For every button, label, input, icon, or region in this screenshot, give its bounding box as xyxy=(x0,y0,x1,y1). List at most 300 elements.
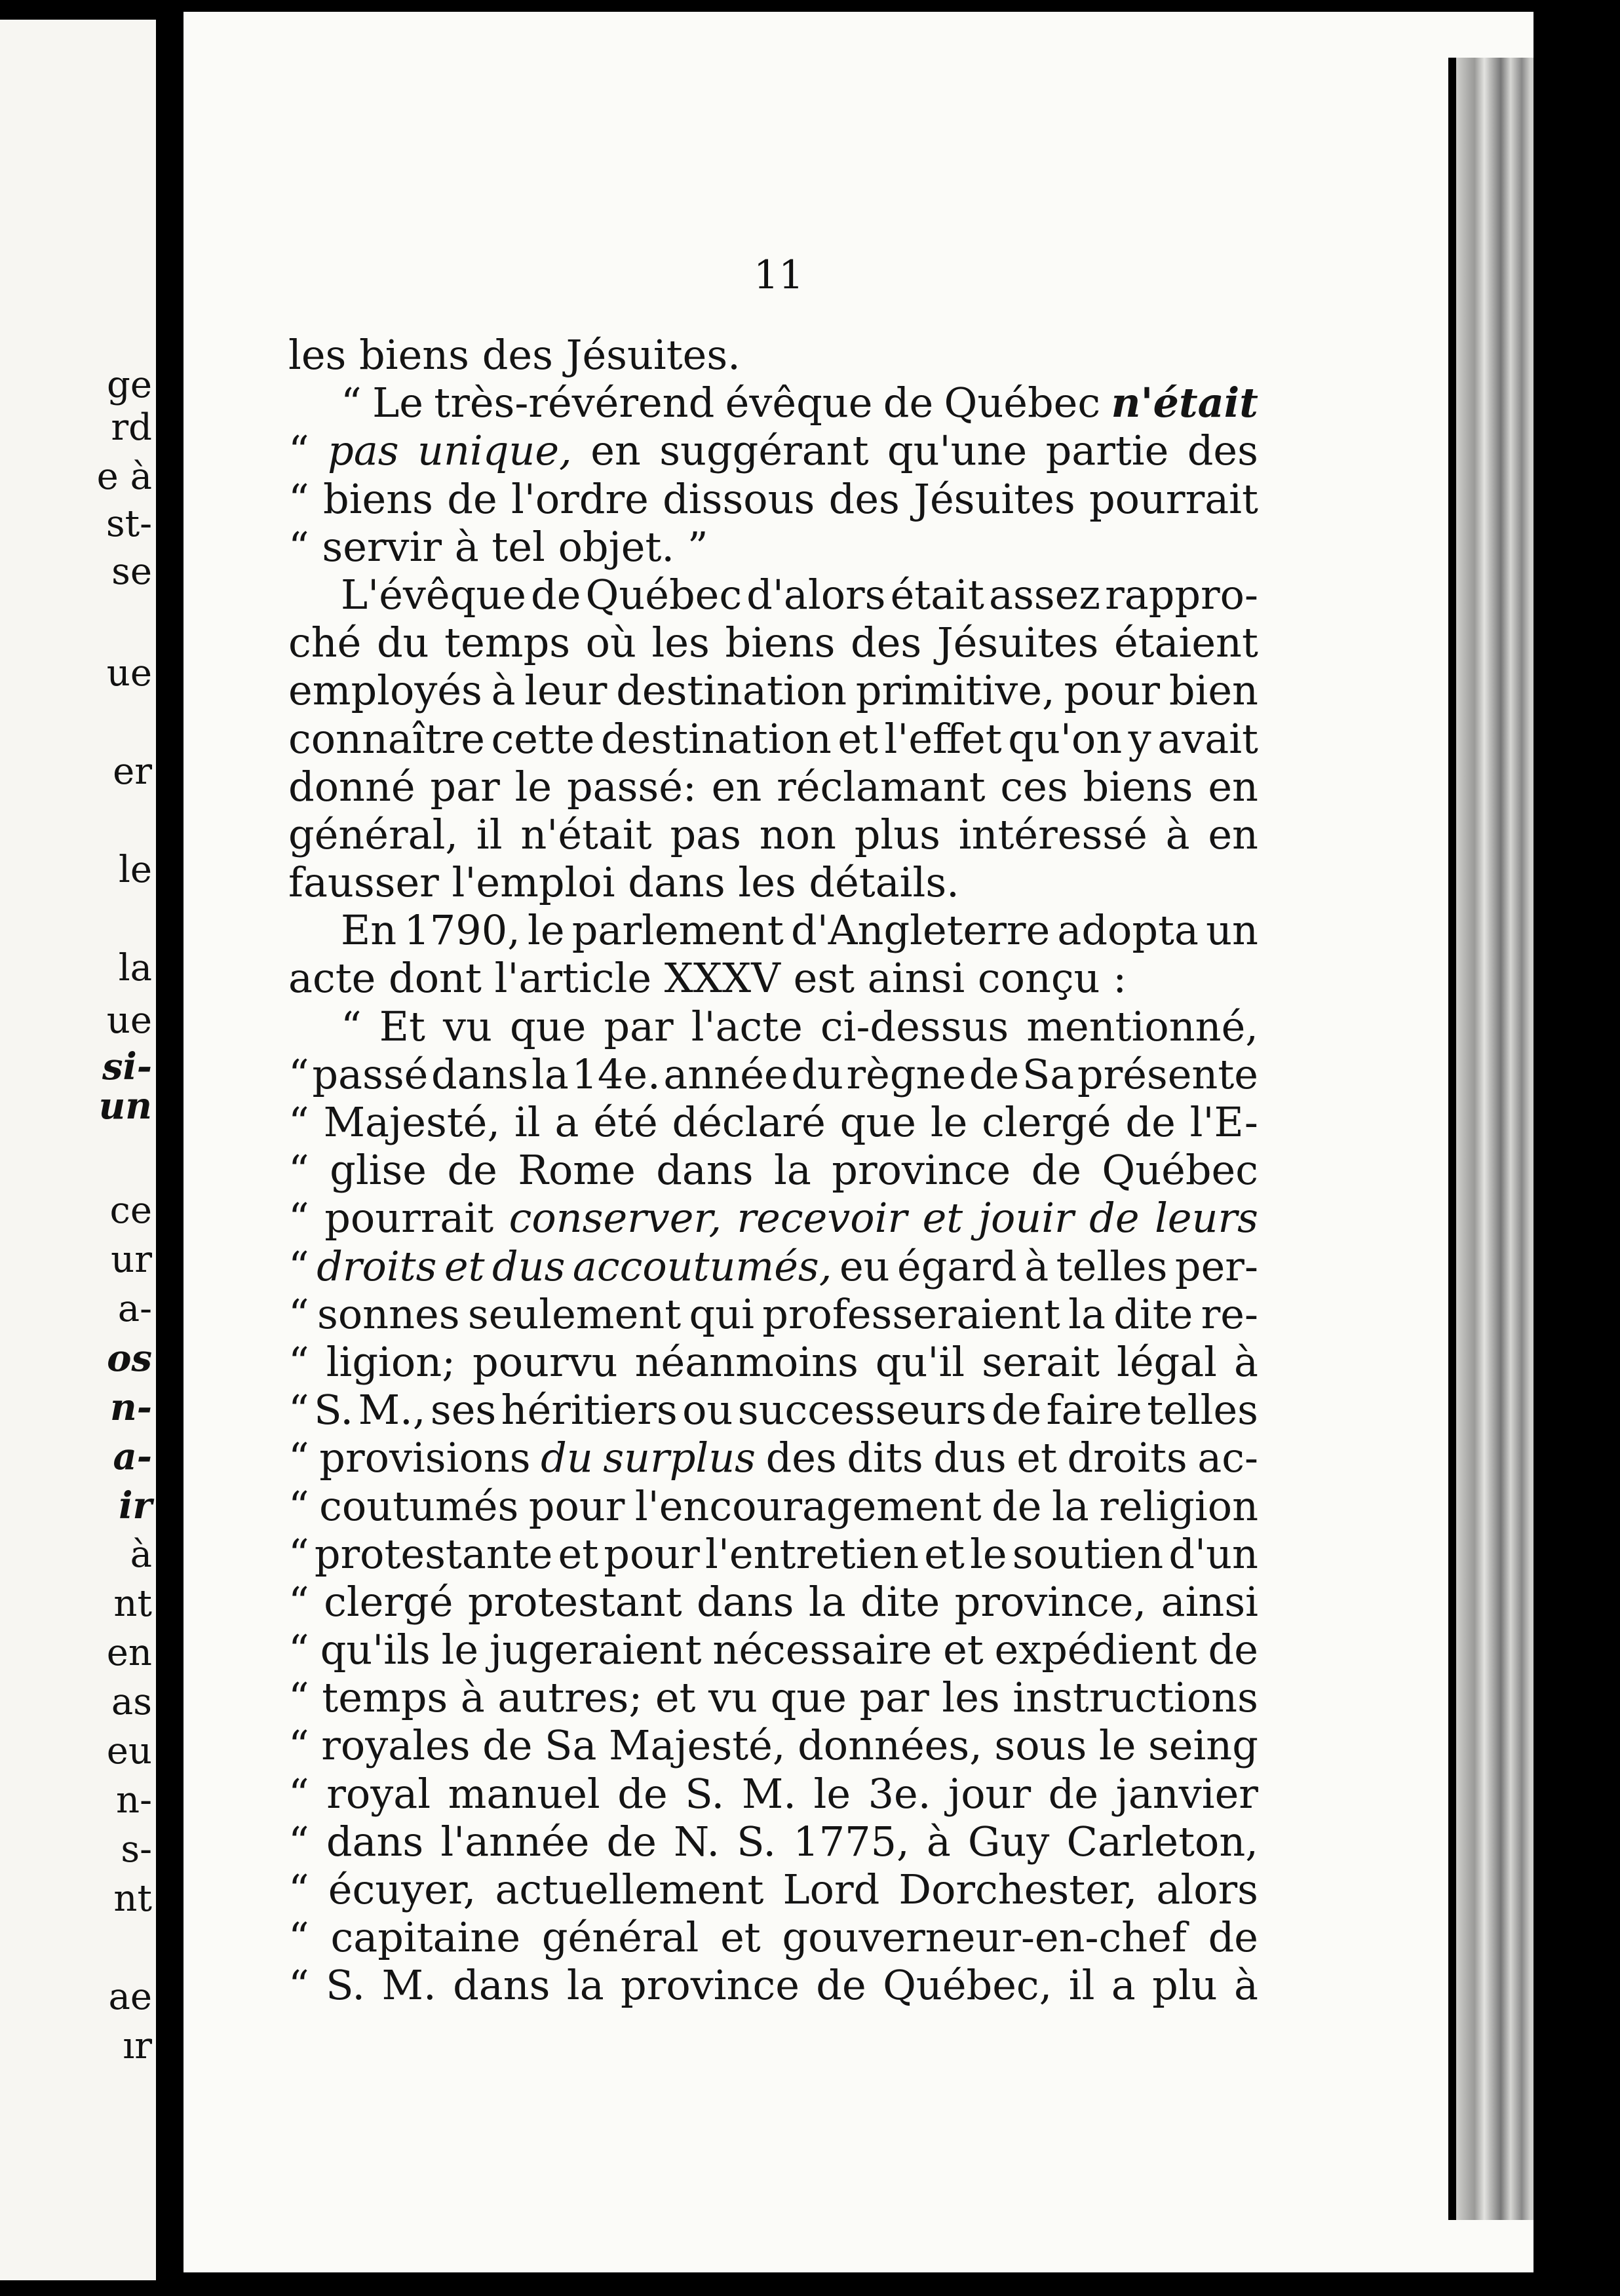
text-word: M., xyxy=(358,1386,426,1434)
facing-page-word: à xyxy=(130,1533,152,1576)
text-word: il xyxy=(476,810,503,858)
text-word: alors xyxy=(1156,1866,1258,1913)
text-word: “ xyxy=(288,1050,309,1098)
text-word: que xyxy=(510,1002,587,1050)
text-word: un xyxy=(1206,906,1258,955)
text-word: y xyxy=(1128,714,1151,763)
text-word: l'effet xyxy=(884,714,1002,763)
text-word: par xyxy=(430,762,500,811)
text-word: Dorchester, xyxy=(898,1866,1138,1913)
text-word: “ xyxy=(288,1769,309,1818)
text-word: écuyer, xyxy=(328,1866,476,1913)
text-word: des xyxy=(851,619,922,667)
text-word: de xyxy=(991,1386,1042,1434)
text-word: et xyxy=(558,1529,599,1578)
text-word: recevoir xyxy=(737,1194,908,1242)
text-word: l'acte xyxy=(691,1002,803,1050)
text-word: le xyxy=(970,1529,1007,1578)
text-word: ; xyxy=(628,1674,643,1722)
text-word: , xyxy=(819,1242,832,1290)
text-word: qu'une xyxy=(887,427,1028,475)
text-word: per- xyxy=(1174,1242,1258,1290)
text-word: de xyxy=(969,1050,1020,1098)
text-word: qu'il xyxy=(875,1337,965,1386)
text-run: acte dont l'article XXXV est ainsi conçu : xyxy=(288,954,1127,1003)
text-word: faire xyxy=(1046,1386,1142,1434)
text-word: re- xyxy=(1201,1290,1258,1338)
text-word: du xyxy=(541,1434,593,1482)
text-word: destination xyxy=(616,666,847,715)
text-line xyxy=(288,1194,1258,1242)
text-word: droits xyxy=(1067,1434,1187,1482)
text-word: 1790, xyxy=(404,906,520,955)
text-word: légal xyxy=(1116,1337,1217,1386)
text-word: non xyxy=(759,810,836,858)
text-word: 3e. xyxy=(868,1769,931,1818)
facing-page-word: le xyxy=(118,849,152,891)
text-word: sonnes xyxy=(317,1290,460,1338)
text-word: “ xyxy=(288,1482,309,1530)
facing-page-word: un xyxy=(98,1084,152,1128)
text-word: dissous xyxy=(663,474,815,523)
text-word: et xyxy=(720,1913,761,1962)
text-word: pourrait xyxy=(324,1194,494,1242)
text-word: Et xyxy=(379,1002,425,1050)
text-word: “ xyxy=(288,1721,309,1770)
text-word: S. xyxy=(314,1386,354,1434)
text-word: données, xyxy=(798,1721,982,1770)
text-word: vu xyxy=(442,1002,492,1050)
text-line xyxy=(288,1338,1258,1386)
text-word: passé: xyxy=(566,762,697,811)
facing-page-word: en xyxy=(106,1632,152,1674)
text-word: la xyxy=(1068,1290,1106,1338)
text-word: de xyxy=(447,1146,497,1195)
text-word: plus xyxy=(854,810,940,858)
text-word: et xyxy=(838,714,878,763)
facing-page-word: ae xyxy=(108,1976,152,2018)
text-word: “ xyxy=(288,1817,309,1866)
text-word: vu xyxy=(708,1674,758,1722)
text-line xyxy=(288,1721,1258,1769)
text-word: la xyxy=(1051,1482,1089,1530)
text-word: Carleton, xyxy=(1066,1817,1258,1866)
text-word: Québec, xyxy=(883,1961,1052,2010)
text-line xyxy=(288,1146,1258,1194)
text-word: le xyxy=(441,1626,479,1674)
text-word: “ xyxy=(288,1290,309,1338)
text-word: professeraient xyxy=(762,1290,1060,1338)
facing-page-word: ir xyxy=(119,1484,152,1527)
facing-page-word: n- xyxy=(110,1386,152,1429)
text-word: dite xyxy=(860,1577,940,1626)
text-word: “ xyxy=(288,1866,309,1913)
text-word: religion xyxy=(1099,1482,1258,1530)
facing-page-word: ge xyxy=(107,364,152,406)
text-word: avait xyxy=(1157,714,1258,763)
text-word: temps xyxy=(444,619,571,667)
text-line xyxy=(288,1434,1258,1482)
text-word: été xyxy=(593,1098,658,1146)
text-word: 14e. xyxy=(571,1050,661,1098)
text-word: cette xyxy=(491,714,595,763)
text-word: à xyxy=(460,1674,485,1722)
text-word: leur xyxy=(524,666,608,715)
text-word: en xyxy=(711,762,762,811)
text-word: ac- xyxy=(1197,1434,1258,1482)
text-word: “ xyxy=(288,1577,309,1626)
text-word: leurs xyxy=(1155,1194,1258,1242)
text-word: S. xyxy=(685,1769,725,1818)
text-word: temps xyxy=(322,1674,448,1722)
text-run: les biens des Jésuites. xyxy=(288,331,741,379)
text-word: de xyxy=(992,1482,1042,1530)
text-word: et xyxy=(922,1194,963,1242)
text-word: Jésuites xyxy=(914,474,1075,523)
text-word: en xyxy=(590,427,641,475)
facing-page-word: os xyxy=(107,1337,152,1380)
text-word: de xyxy=(531,570,581,619)
text-word: les xyxy=(651,619,710,667)
text-word: coutumés xyxy=(319,1482,519,1530)
text-word: de xyxy=(1048,1769,1099,1818)
text-word: S. xyxy=(737,1817,777,1866)
facing-page-word: eu xyxy=(106,1730,152,1772)
text-word: clergé xyxy=(324,1577,453,1626)
text-word: le xyxy=(813,1769,851,1818)
facing-page-word: ce xyxy=(109,1189,152,1232)
text-line xyxy=(288,858,1258,906)
text-word: seulement xyxy=(467,1290,682,1338)
text-word: adopta xyxy=(1057,906,1199,955)
text-word: instructions xyxy=(1013,1674,1258,1722)
text-word: “ xyxy=(288,1146,309,1195)
text-word: janvier xyxy=(1115,1769,1258,1818)
text-word: telles xyxy=(1056,1242,1168,1290)
text-word: pourvu xyxy=(473,1337,618,1386)
text-word: du xyxy=(376,619,429,667)
text-line xyxy=(288,523,1258,571)
text-line xyxy=(288,379,1258,427)
text-word: passé xyxy=(312,1050,429,1098)
text-line xyxy=(288,1770,1258,1818)
text-word: pourrait xyxy=(1089,474,1258,523)
text-line xyxy=(288,331,1258,379)
text-word: d'Angleterre xyxy=(791,906,1051,955)
text-word: présente xyxy=(1077,1050,1258,1098)
text-word: déclaré xyxy=(672,1098,826,1146)
facing-page-fragment xyxy=(0,20,156,2280)
text-word: a xyxy=(554,1098,579,1146)
text-word: Majesté, xyxy=(609,1721,786,1770)
text-word: règne xyxy=(846,1050,967,1098)
text-word: néanmoins xyxy=(634,1337,858,1386)
facing-page-word: as xyxy=(111,1681,152,1723)
text-word: général xyxy=(541,1913,699,1962)
text-word: intéressé xyxy=(958,810,1148,858)
text-word: eu xyxy=(839,1242,890,1290)
text-word: à xyxy=(491,666,516,715)
text-word: qu'on xyxy=(1008,714,1123,763)
text-word: “ xyxy=(288,474,309,523)
text-word: accoutumés, xyxy=(572,1242,832,1290)
text-word: capitaine xyxy=(330,1913,521,1962)
text-word: qu'ils xyxy=(320,1626,431,1674)
text-word: Lord xyxy=(782,1866,880,1913)
text-word: l'E- xyxy=(1189,1098,1258,1146)
text-line xyxy=(288,1530,1258,1578)
text-line xyxy=(288,1818,1258,1866)
text-word: dans xyxy=(697,1577,794,1626)
text-word: , xyxy=(559,427,572,475)
facing-page-word: nt xyxy=(113,1582,152,1625)
text-word: et xyxy=(444,1242,485,1290)
text-word: Guy xyxy=(967,1817,1050,1866)
text-word: égard xyxy=(897,1242,1017,1290)
text-word: de xyxy=(482,1721,533,1770)
facing-page-word: la xyxy=(118,947,152,989)
text-word: biens xyxy=(1083,762,1193,811)
text-word: la xyxy=(566,1961,604,2010)
text-word: jouir xyxy=(978,1194,1074,1242)
text-word: Jésuites xyxy=(936,619,1099,667)
text-word: en xyxy=(1208,762,1258,811)
text-word: de xyxy=(1208,1626,1258,1674)
text-word: Sa xyxy=(1022,1050,1075,1098)
text-word: pas xyxy=(670,810,741,858)
text-word: la xyxy=(531,1050,569,1098)
text-word: dits xyxy=(847,1434,923,1482)
text-line xyxy=(288,1674,1258,1721)
text-word: à xyxy=(1234,1337,1258,1386)
text-word: ou xyxy=(682,1386,733,1434)
text-word: ; xyxy=(442,1337,456,1386)
text-word: a xyxy=(1111,1961,1136,2010)
text-word: autres; xyxy=(497,1674,643,1722)
text-word: assez xyxy=(989,570,1100,619)
text-line xyxy=(288,1578,1258,1626)
text-line xyxy=(288,1482,1258,1530)
text-word: il xyxy=(1068,1961,1095,2010)
text-word: glise xyxy=(330,1146,427,1195)
text-word: ligion; xyxy=(326,1337,456,1386)
text-word: de xyxy=(816,1961,866,2010)
text-word: primitive, xyxy=(855,666,1055,715)
text-word: “ xyxy=(288,427,309,475)
text-word: 1775, xyxy=(793,1817,910,1866)
text-word: était xyxy=(890,570,984,619)
text-line xyxy=(288,906,1258,954)
text-word: l'encouragement xyxy=(634,1482,982,1530)
text-word: actuellement xyxy=(495,1866,764,1913)
text-word: “ xyxy=(288,1674,309,1722)
text-word: successeurs xyxy=(737,1386,987,1434)
text-word: “ xyxy=(288,1242,309,1290)
text-line xyxy=(288,1050,1258,1098)
text-word: et xyxy=(924,1529,965,1578)
text-word: il xyxy=(514,1098,541,1146)
text-word: soutien xyxy=(1012,1529,1164,1578)
text-word: clergé xyxy=(982,1098,1111,1146)
text-word: Québec xyxy=(1102,1146,1258,1195)
text-word: expédient xyxy=(994,1626,1197,1674)
text-word: à xyxy=(926,1817,951,1866)
facing-page-word: rd xyxy=(111,406,152,449)
text-word: En xyxy=(341,906,397,955)
text-word: Québec xyxy=(944,379,1101,427)
text-word: province, xyxy=(954,1577,1147,1626)
text-word: seing xyxy=(1148,1721,1258,1770)
text-word: évêque xyxy=(725,379,873,427)
text-word: “ xyxy=(288,1913,309,1962)
text-word: à xyxy=(1165,810,1190,858)
text-word: ci-dessus xyxy=(820,1002,1009,1050)
text-word: donné xyxy=(288,762,415,811)
text-word: et xyxy=(1016,1434,1057,1482)
body-text xyxy=(288,331,1258,2010)
text-word: n'était xyxy=(1111,379,1258,427)
text-word: Rome xyxy=(518,1146,636,1195)
text-line xyxy=(288,1290,1258,1338)
facing-page-word: ır xyxy=(123,2025,152,2067)
facing-page-word: st- xyxy=(106,503,152,545)
text-word: des xyxy=(1187,427,1258,475)
text-word: le xyxy=(514,762,552,811)
text-word: M. xyxy=(381,1961,436,2010)
page-number: 11 xyxy=(754,252,804,298)
text-word: des xyxy=(828,474,900,523)
text-word: bien xyxy=(1168,666,1258,715)
text-line xyxy=(288,715,1258,763)
text-word: “ xyxy=(288,1961,309,2010)
text-word: de xyxy=(883,379,934,427)
text-word: de xyxy=(606,1817,657,1866)
text-word: qui xyxy=(689,1290,754,1338)
text-word: le xyxy=(1098,1721,1136,1770)
text-word: gouverneur-en-chef xyxy=(782,1913,1187,1962)
text-word: par xyxy=(859,1674,929,1722)
text-word: “ xyxy=(288,1626,309,1674)
text-line xyxy=(288,1003,1258,1050)
text-line xyxy=(288,619,1258,666)
text-word: année xyxy=(663,1050,788,1098)
text-word: ces xyxy=(1000,762,1068,811)
text-word: biens xyxy=(323,474,433,523)
text-word: à xyxy=(1024,1242,1049,1290)
text-word: serait xyxy=(982,1337,1100,1386)
text-word: telles xyxy=(1147,1386,1258,1434)
text-word: le xyxy=(930,1098,968,1146)
text-word: et xyxy=(655,1674,696,1722)
facing-page-word: n- xyxy=(116,1779,152,1822)
text-word: manuel xyxy=(448,1769,600,1818)
text-word: dans xyxy=(656,1146,754,1195)
text-word: général, xyxy=(288,810,459,858)
text-word: province xyxy=(621,1961,800,2010)
text-word: “ xyxy=(288,1337,309,1386)
text-word: connaître xyxy=(288,714,485,763)
text-word: de xyxy=(617,1769,668,1818)
text-word: Le xyxy=(372,379,423,427)
text-word: “ xyxy=(288,1386,309,1434)
text-word: M. xyxy=(741,1769,796,1818)
text-word: que xyxy=(770,1674,847,1722)
text-word: étaient xyxy=(1113,619,1258,667)
facing-page-word: s- xyxy=(121,1828,152,1871)
text-word: très-révérend xyxy=(434,379,715,427)
text-line xyxy=(288,954,1258,1002)
text-line xyxy=(288,1913,1258,1961)
text-word: le xyxy=(528,906,565,955)
text-word: pour xyxy=(1064,666,1161,715)
text-word: provisions xyxy=(319,1434,531,1482)
text-word: dans xyxy=(453,1961,550,2010)
text-word: “ xyxy=(288,1529,309,1578)
text-line xyxy=(288,811,1258,858)
text-word: pour xyxy=(528,1482,625,1530)
text-word: “ xyxy=(341,379,362,427)
text-word: de xyxy=(447,474,497,523)
facing-page-word: se xyxy=(111,550,152,593)
text-word: jugeraient xyxy=(490,1626,702,1674)
text-word: à xyxy=(1234,1961,1258,2010)
text-word: biens xyxy=(725,619,836,667)
facing-page-word: er xyxy=(113,750,152,793)
text-word: la xyxy=(774,1146,811,1195)
text-word: L'évêque xyxy=(341,570,526,619)
text-word: Québec xyxy=(585,570,742,619)
text-word: et xyxy=(943,1626,984,1674)
text-word: la xyxy=(808,1577,846,1626)
text-word: S. xyxy=(326,1961,366,2010)
text-word: n'était xyxy=(520,810,652,858)
text-word: dans xyxy=(431,1050,529,1098)
text-word: du xyxy=(791,1050,843,1098)
text-word: de xyxy=(1125,1098,1176,1146)
text-word: ainsi xyxy=(1161,1577,1258,1626)
text-word: sous xyxy=(994,1721,1087,1770)
text-word: nécessaire xyxy=(712,1626,933,1674)
text-line xyxy=(288,475,1258,523)
text-word: protestante xyxy=(314,1529,553,1578)
text-word: surplus xyxy=(603,1434,756,1482)
text-word: de xyxy=(1031,1146,1081,1195)
facing-page-word: e à xyxy=(96,455,152,498)
text-word: plu xyxy=(1152,1961,1218,2010)
text-word: les xyxy=(942,1674,1000,1722)
text-word: Majesté, xyxy=(323,1098,501,1146)
text-line xyxy=(288,1866,1258,1913)
text-word: protestant xyxy=(467,1577,682,1626)
text-word: jour xyxy=(948,1769,1032,1818)
text-word: d'alors xyxy=(746,570,886,619)
text-line xyxy=(288,1098,1258,1146)
text-word: partie xyxy=(1045,427,1169,475)
text-word: que xyxy=(839,1098,916,1146)
text-word: royal xyxy=(326,1769,431,1818)
text-line xyxy=(288,1626,1258,1674)
text-word: l'ordre xyxy=(511,474,649,523)
text-word: unique, xyxy=(417,427,572,475)
text-word: en xyxy=(1208,810,1258,858)
text-word: destination xyxy=(600,714,832,763)
text-word: conserver, xyxy=(509,1194,722,1242)
text-word: où xyxy=(585,619,636,667)
facing-page-word: a- xyxy=(117,1288,152,1330)
facing-page-word: ue xyxy=(106,999,152,1042)
text-word: dans xyxy=(326,1817,424,1866)
text-word: pour xyxy=(604,1529,700,1578)
